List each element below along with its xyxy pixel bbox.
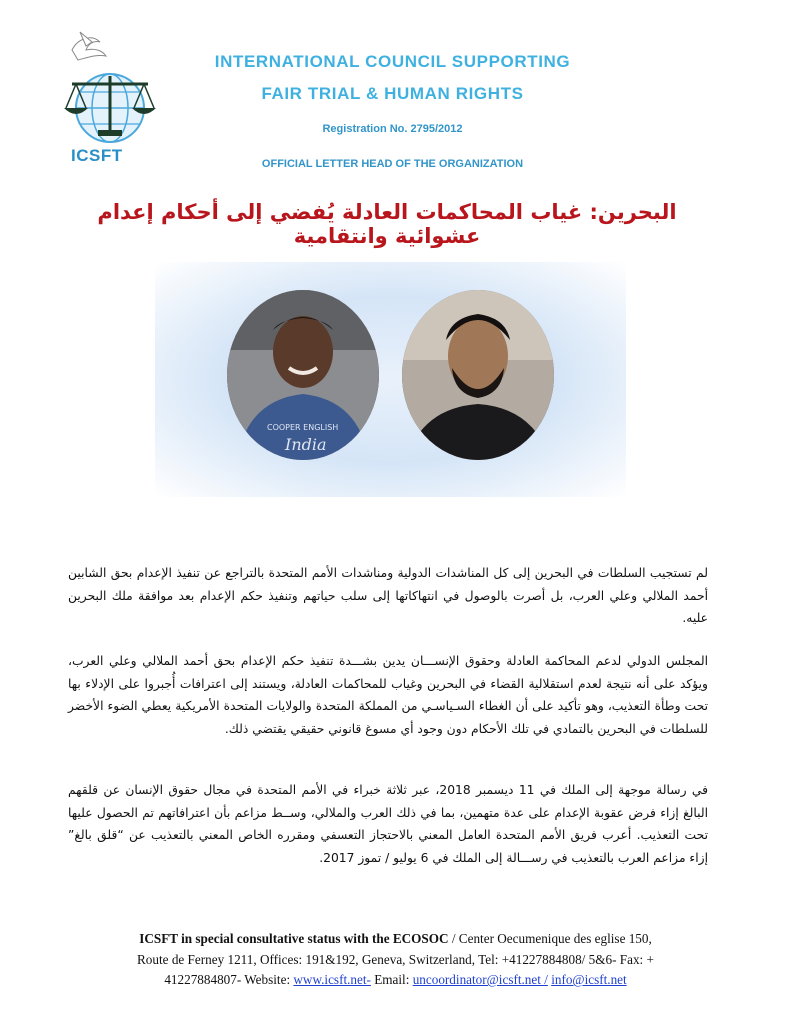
shirt-text: COOPER ENGLISH	[267, 423, 339, 432]
footer-address-1: / Center Oecumenique des eglise 150,	[448, 931, 652, 946]
paragraph-3: في رسالة موجهة إلى الملك في 11 ديسمبر 2018، عبر ثلاثة خبراء في الأمم المتحدة في مجال حقوق الإنسان عن قلقهم البالغ إزاء فرض عقوبة الإعدام على عدة متهمين، بما في ذلك العرب والملالي، وســط مزاعم بأن اعترافاتهم تم الحصول عليها تحت التعذيب. أعرب فريق الأمم المتحدة العامل المعني بالاحتجاز التعسفي ومقرره الخاص المعني بالتعذيب عن “قلق بالغ” إزاء مزاعم العرب بالتعذيب في رســـالة إلى الملك في 6 يوليو / تموز 2017.	[68, 783, 708, 865]
paragraph-2: المجلس الدولي لدعم المحاكمة العادلة وحقوق الإنســـان يدين بشـــدة تنفيذ حكم الإعدام بحق أحمد الملالي وعلي العرب، ويؤكد على أنه نتيجة لعدم استقلالية القضاء في البحرين وغياب للمحاكمات العادلة، ويستند إلى اعترافات أُجبروا على الإدلاء بها تحت وطأة التعذيب، وهو تأكيد على أن الغطاء السـياسـي من المملكة المتحدة والولايات المتحدة الأمريكية يعطي الضوء الأخضر للسلطات في البحرين بالتمادي في تلك الأحكام دون وجود أي مسوغ قانوني حقيقي يقتضي ذلك.	[68, 654, 708, 736]
logo-text: ICSFT	[71, 146, 123, 165]
email-link-2[interactable]: info@icsft.net	[551, 972, 627, 987]
letterhead-caption: OFFICIAL LETTER HEAD OF THE ORGANIZATION	[261, 158, 524, 170]
registration-number: Registration No. 2795/2012	[322, 123, 463, 135]
portrait-left	[227, 290, 379, 460]
organization-name-line2: FAIR TRIAL & HUMAN RIGHTS	[261, 84, 524, 103]
email-link-1[interactable]: uncoordinator@icsft.net /	[412, 972, 548, 987]
website-link[interactable]: www.icsft.net-	[293, 972, 371, 987]
article-title: البحرين: غياب المحاكمات العادلة يُفضي إلى أحكام إعدام عشوائية وانتقامية	[97, 200, 677, 248]
paragraph-1: لم تستجيب السلطات في البحرين إلى كل المناشدات الدولية ومناشدات الأمم المتحدة بالتراجع عن تنفيذ الإعدام بحق الشابين أحمد الملالي وعلي العرب، بل أصرت بالوصول في انتهاكاتها إلى سلب حياتهم وتنفيذ حكم الإعدام بعد موافقة ملك البحرين عليه.	[68, 566, 708, 625]
shirt-text-2: India	[285, 435, 327, 454]
organization-name-line1: INTERNATIONAL COUNCIL SUPPORTING	[214, 52, 571, 71]
footer-status: ICSFT in special consultative status with the ECOSOC	[139, 931, 449, 946]
portrait-photo	[155, 262, 626, 497]
footer	[70, 929, 721, 991]
portrait-right	[402, 290, 554, 460]
footer-email-label: Email:	[370, 972, 413, 987]
footer-address-3: 41227884807- Website:	[164, 972, 294, 987]
footer-address-2: Route de Ferney 1211, Offices: 191&192, Geneva, Switzerland, Tel: +41227884808/ 5&6- Fax: +	[137, 951, 654, 967]
